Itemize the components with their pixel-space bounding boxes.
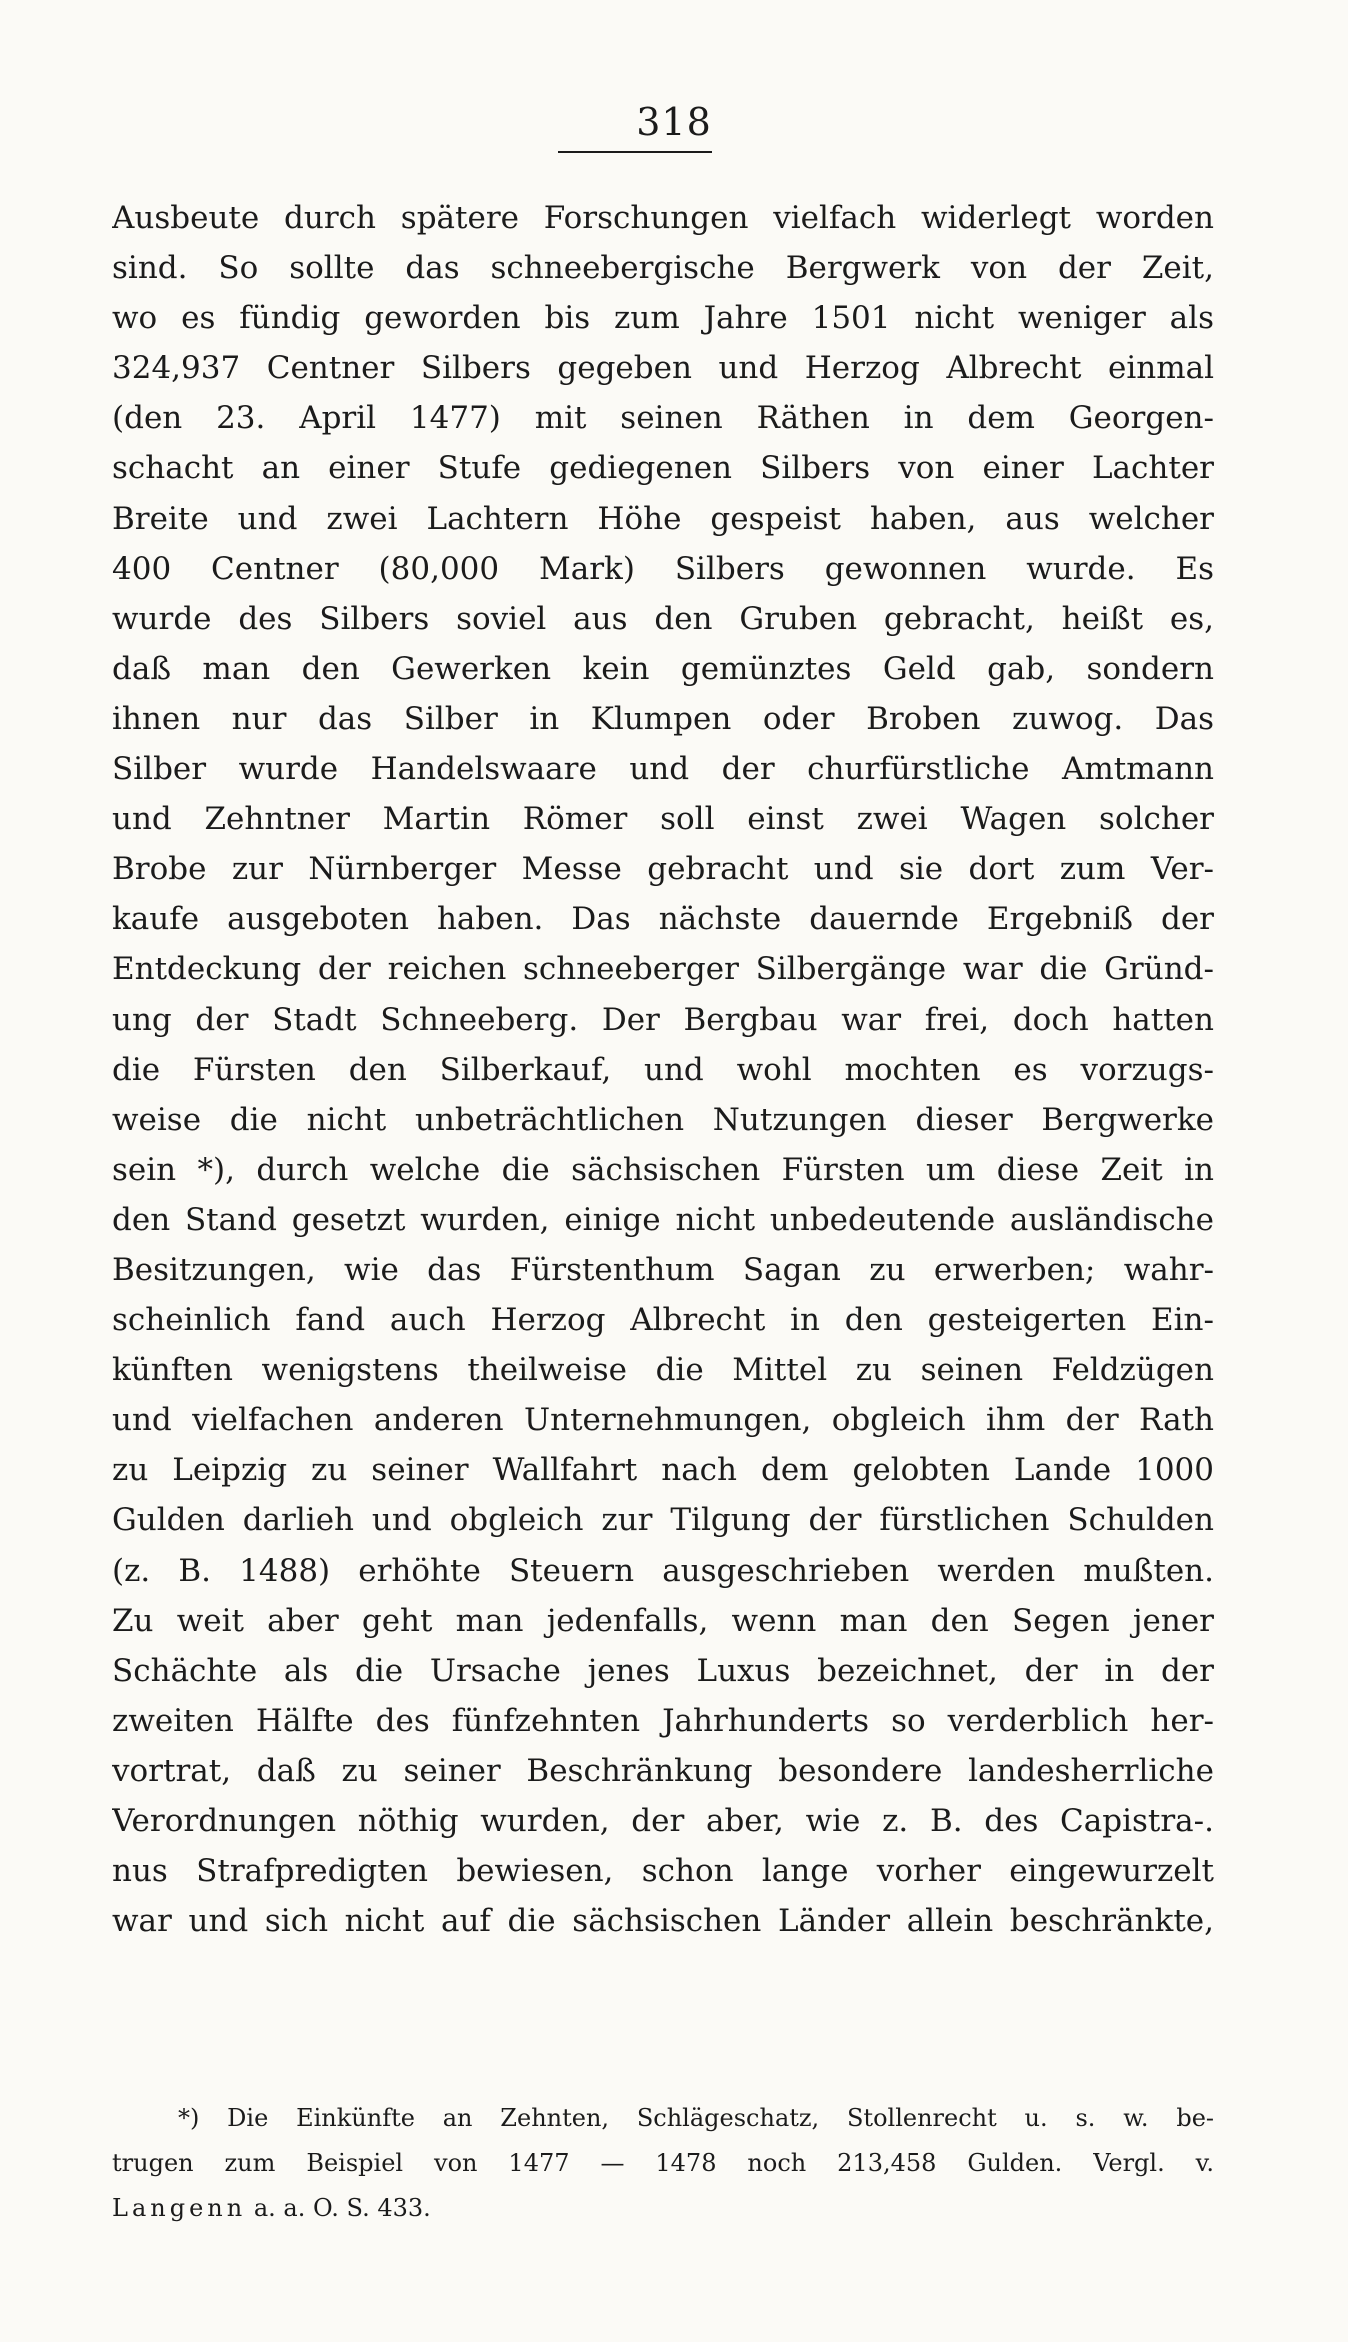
text-line: scheinlich fand auch Herzog Albrecht in den gesteigerten Ein- — [112, 1302, 1214, 1339]
text-line: Entdeckung der reichen schneeberger Silbergänge war die Gründ- — [112, 951, 1214, 988]
text-line: und vielfachen anderen Unternehmungen, obgleich ihm der Rath — [112, 1402, 1214, 1439]
text-line: (den 23. April 1477) mit seinen Räthen in dem Georgen- — [112, 400, 1214, 437]
text-line: schacht an einer Stufe gediegenen Silbers von einer Lachter — [112, 450, 1214, 487]
footnote-author: Langenn — [112, 2194, 247, 2222]
text-line: sein *), durch welche die sächsischen Fürsten um diese Zeit in — [112, 1151, 1214, 1188]
text-line: nus Strafpredigten bewiesen, schon lange vorher eingewurzelt — [112, 1853, 1214, 1890]
text-line: wurde des Silbers soviel aus den Gruben gebracht, heißt es, — [112, 600, 1214, 637]
body-text — [112, 193, 1214, 1946]
text-line: weise die nicht unbeträchtlichen Nutzungen dieser Bergwerke — [112, 1101, 1214, 1138]
text-line: zu Leipzig zu seiner Wallfahrt nach dem gelobten Lande 1000 — [112, 1452, 1214, 1489]
text-line: Verordnungen nöthig wurden, der aber, wie z. B. des Capistra-. — [112, 1803, 1214, 1839]
text-line: Ausbeute durch spätere Forschungen vielfach widerlegt worden — [112, 200, 1214, 236]
page-number-rule — [558, 151, 712, 153]
text-line: (z. B. 1488) erhöhte Steuern ausgeschrieben werden mußten. — [112, 1552, 1214, 1589]
text-line: Zu weit aber geht man jedenfalls, wenn man den Segen jener — [112, 1602, 1214, 1639]
text-line: daß man den Gewerken kein gemünztes Geld gab, sondern — [112, 650, 1214, 687]
text-line: die Fürsten den Silberkauf, und wohl mochten es vorzugs- — [112, 1051, 1214, 1088]
text-line: vortrat, daß zu seiner Beschränkung besondere landesherrliche — [112, 1752, 1214, 1789]
text-line: zweiten Hälfte des fünfzehnten Jahrhunderts so verderblich her- — [112, 1702, 1214, 1739]
text-line: Brobe zur Nürnberger Messe gebracht und sie dort zum Ver- — [112, 851, 1214, 888]
footnote-line: trugen zum Beispiel von 1477 — 1478 noch 213,458 Gulden. Vergl. v. — [112, 2149, 1214, 2177]
footnote-citation-rest: a. a. O. S. 433. — [246, 2194, 431, 2222]
text-line: sind. So sollte das schneebergische Bergwerk von der Zeit, — [112, 250, 1214, 287]
text-line: Breite und zwei Lachtern Höhe gespeist haben, aus welcher — [112, 500, 1214, 537]
page-number: 318 — [636, 100, 712, 144]
footnote-line-citation — [112, 2186, 1214, 2231]
text-line: ung der Stadt Schneeberg. Der Bergbau war frei, doch hatten — [112, 1001, 1214, 1038]
footnote — [112, 2096, 1214, 2231]
text-line: 324,937 Centner Silbers gegeben und Herzog Albrecht einmal — [112, 350, 1214, 387]
text-line: Besitzungen, wie das Fürstenthum Sagan zu erwerben; wahr- — [112, 1251, 1214, 1288]
text-line: Schächte als die Ursache jenes Luxus bezeichnet, der in der — [112, 1652, 1214, 1689]
footnote-line: *) Die Einkünfte an Zehnten, Schlägeschatz, Stollenrecht u. s. w. be- — [178, 2104, 1214, 2132]
text-line: war und sich nicht auf die sächsischen Länder allein beschränkte, — [112, 1903, 1214, 1940]
text-line: ihnen nur das Silber in Klumpen oder Broben zuwog. Das — [112, 700, 1214, 737]
text-line: den Stand gesetzt wurden, einige nicht unbedeutende ausländische — [112, 1201, 1214, 1238]
text-line: künften wenigstens theilweise die Mittel zu seinen Feldzügen — [112, 1352, 1214, 1389]
text-line: und Zehntner Martin Römer soll einst zwei Wagen solcher — [112, 801, 1214, 838]
text-line: kaufe ausgeboten haben. Das nächste dauernde Ergebniß der — [112, 901, 1214, 938]
text-line: 400 Centner (80,000 Mark) Silbers gewonnen wurde. Es — [112, 550, 1214, 587]
text-line: Gulden darlieh und obgleich zur Tilgung der fürstlichen Schulden — [112, 1502, 1214, 1539]
text-line: wo es fündig geworden bis zum Jahre 1501 nicht weniger als — [112, 300, 1214, 337]
text-line: Silber wurde Handelswaare und der churfürstliche Amtmann — [112, 751, 1214, 788]
